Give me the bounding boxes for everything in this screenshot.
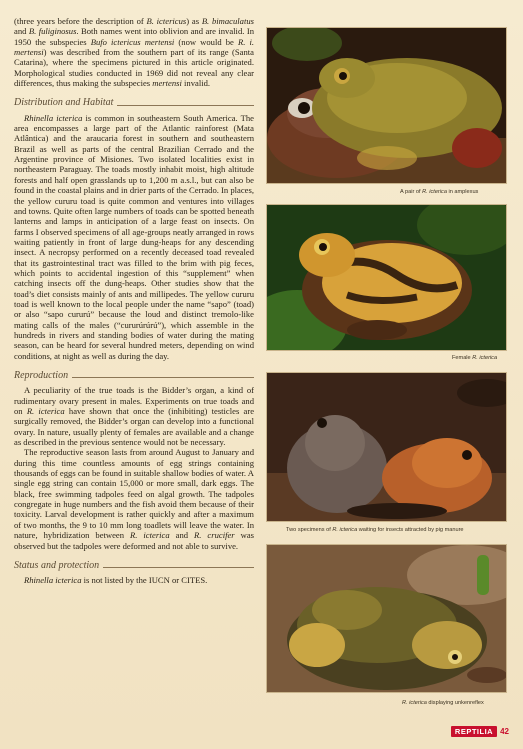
page-number: 42	[500, 727, 509, 736]
two-specimens-image	[267, 373, 507, 522]
paragraph-reproduction-1: A peculiarity of the true toads is the Bidder’s organ, a kind of rudimentary ovary present in males. Experiments on true toads and on R. icterica have shown that once the (inhibiting) testicles are surgically removed, the Bidder’s organ can develop into a functional ovary. In nature, usually plenty of females are available and a change as described in the previous sentence would not be necessary.	[14, 385, 255, 448]
female-toad-image	[267, 205, 507, 351]
photo-two-specimens	[266, 372, 507, 522]
caption-amplexus: A pair of R. icterica in amplexus	[400, 189, 479, 195]
section-heading-status: Status and protection	[14, 561, 254, 571]
paragraph-reproduction-2: The reproductive season lasts from around August to January and during this time countless amounts of egg strings containing thousands of eggs can be found in suitable shallow bodies of water. A single egg string can contain 15,000 or more small, dark eggs. The black, free swimming tadpoles feed on algal growth. The tadpoles congregate in huge numbers and the fish avoid them because of their toxicity. Larval development is rather quickly and after a maximum of two months, the 9 to 10 mm long toadlets will leave the water. In nature, hybridization between R. icterica and R. crucifer was observed but the tadpoles were deformed and not able to survive.	[14, 447, 254, 551]
unkenreflex-image	[267, 545, 507, 693]
paragraph-intro: (three years before the description of B. ictericus) as B. bimaculatus and B. fuliginosus. Both names went into oblivion and are invalid. In 1950 the subspecies Bufo ictericus mertensi (now would be R. i. mertensi) was described from the southern part of its range (Santa Catarina), where the specimens pictured in this article originated. Morphological studies conducted in 1969 did not reveal any clear differences, thus making the subspecies mertensi invalid.	[14, 16, 254, 89]
paragraph-distribution: Rhinella icterica is common in southeastern South America. The area encompasses a large part of the Atlantic rainforest (Mata Atlântica) and the araucaria forest in southern and southeastern Brazil as well as parts of the central Brazilian Cerrado and the Argentine province of Misiones. Two isolated localities exist in northeastern Paraguay. The toads mostly inhabit moist, high altitude forests and half open grasslands up to 1,200 m a.s.l., but can also be found in the coastal plains and in drier parts of the Cerrado. In places, the yellow cururu toad is quite common and ventures into villages and towns. Quite often large numbers of toads can be spotted beneath lanterns and lamps in anticipation of a large feast on insects. On farms I observed specimens of all age-groups neatly arranged in rows waiting patiently in front of large dung-heaps for any descending insect. A necropsy performed on a recently deceased toad revealed that its gastrointestinal tract was filled to the brim with pig feces, which points to accidental ingestion of this “supplement” when catching insects off the dung-heaps. Other studies show that the toad’s diet consists mainly of ants and millipedes. The yellow cururu toad is well known to the local people under the name “sapo” (toad) or also “sapo cururú” because the loud and distinct tremolo-like mating calls of the males (“cururúrúrú”), which assemble in the hundreds in rivers and standing bodies of water during the mating season, can be heard for several hundred meters, depending on wind conditions, at night as well as during the day.	[14, 112, 254, 361]
page-footer	[451, 726, 509, 737]
paragraph-status: Rhinella icterica is not listed by the IUCN or CITES.	[24, 575, 208, 586]
photo-female-toad	[266, 204, 507, 351]
caption-female: Female R. icterica	[452, 355, 498, 361]
toads-amplexus-image	[267, 28, 507, 184]
section-heading-distribution: Distribution and Habitat	[14, 98, 254, 108]
article-text-column	[14, 16, 254, 586]
section-heading-reproduction: Reproduction	[14, 371, 254, 381]
photo-toads-amplexus	[266, 27, 507, 184]
photo-unkenreflex	[266, 544, 507, 693]
caption-unkenreflex: R. icterica displaying unkenreflex	[402, 700, 484, 706]
reptilia-logo: REPTILIA	[451, 726, 497, 737]
caption-two-specimens: Two specimens of R. icterica waiting for insects attracted by pig manure	[286, 527, 464, 533]
